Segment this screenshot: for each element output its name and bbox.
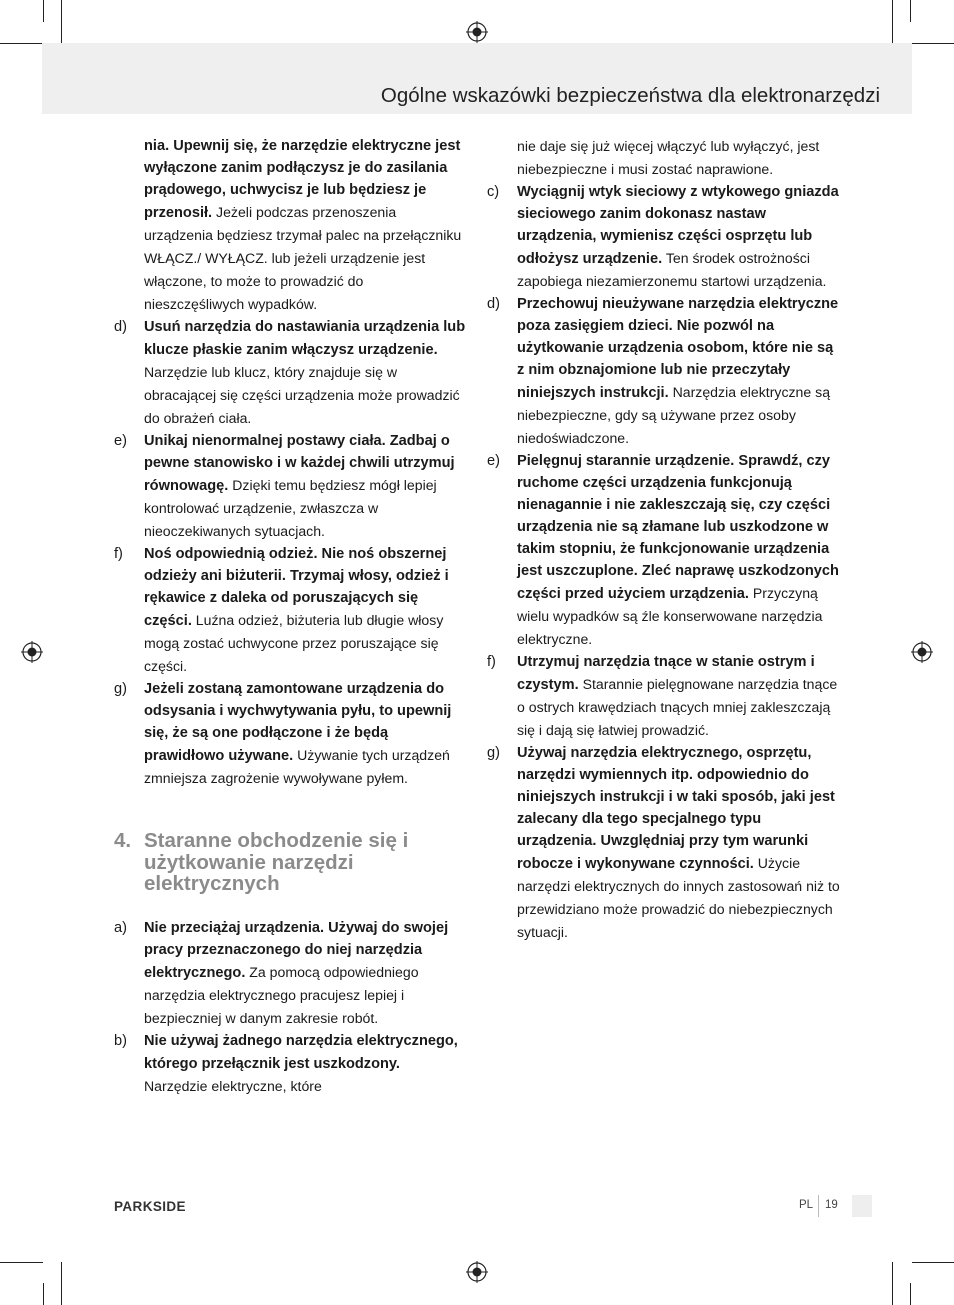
item-text: Luźna odzież, biżuteria lub długie włosy mogą zostać uchwycone przez poruszające się części. — [144, 612, 444, 674]
list-item — [114, 430, 466, 543]
registration-mark-icon — [466, 1261, 488, 1283]
item-bold-text: Używaj narzędzia elektrycznego, osprzętu, narzędzi wymiennych itp. odpowiednio do niniejszych instrukcji i w taki sposób, jaki jest zalecany dla tego specjalnego typu urządzenia. Uwzględniaj przy tym warunki robocze i wykonywane czynności. — [517, 745, 835, 872]
item-bold-text: Nie przeciążaj urządzenia. Używaj do swojej pracy przeznaczonego do niej narzędzia elektrycznego. — [144, 919, 449, 981]
item-letter: e) — [114, 433, 127, 449]
crop-mark — [910, 1283, 911, 1305]
item-letter: d) — [487, 296, 500, 312]
list-item — [487, 181, 843, 293]
list-item — [114, 678, 466, 790]
page-title: Ogólne wskazówki bezpieczeństwa dla elektronarzędzi — [380, 84, 880, 107]
item-letter: a) — [114, 919, 127, 936]
item-letter: b) — [114, 1032, 127, 1049]
list-item — [114, 917, 466, 1030]
item-bold-text: Pielęgnuj starannie urządzenie. Sprawdź, czy ruchome części urządzenia funkcjonują nienagannie i nie zakleszczają się, czy części urządzenia nie są złamane lub uszkodzone w takim stopniu, że funkcjonowanie urządzenia jest uszczuplone. Zleć naprawę uszkodzonych części przed użyciem urządzenia. — [517, 453, 839, 602]
item-letter: g) — [487, 745, 500, 761]
item-letter: f) — [114, 546, 123, 562]
item-text: Za pomocą odpowiedniego narzędzia elektrycznego pracujesz lepiej i bezpieczniej w danym zakresie robót. — [144, 963, 419, 1026]
item-bold-text: Utrzymuj narzędzia tnące w stanie ostrym i czystym. — [517, 654, 815, 693]
right-column — [487, 135, 843, 944]
registration-mark-icon — [911, 641, 933, 663]
crop-mark — [43, 0, 44, 22]
crop-mark — [61, 1262, 62, 1305]
item-letter: c) — [487, 184, 500, 200]
crop-mark — [0, 1262, 43, 1263]
item-text: Starannie pielęgnowane narzędzia tnące o ostrych krawędziach tnących mniej zakleszczają się i dają się łatwiej prowadzić. — [517, 676, 838, 738]
item-bold-text: Nie używaj żadnego narzędzia elektrycznego, którego przełącznik jest uszkodzony. — [144, 1032, 458, 1072]
crop-mark — [892, 1262, 893, 1305]
item-text: Dzięki temu będziesz mógł lepiej kontrolować urządzenie, zwłaszcza w nieoczekiwanych sytuacjach. — [144, 477, 437, 539]
item-bold-text: Usuń narzędzia do nastawiania urządzenia lub klucze płaskie zanim włączysz urządzenie. — [144, 319, 466, 358]
list-item — [487, 293, 843, 450]
item-text: Narzędzie elektryczne, które — [144, 1077, 322, 1094]
item-text: Ten środek ostrożności zapobiega niezamierzonemu startowi urządzenia. — [517, 250, 827, 289]
item-bold-text: Jeżeli zostaną zamontowane urządzenia do odsysania i wychwytywania pyłu, to upewnij się, że są one podłączone i że będą prawidłowo używane. — [144, 681, 452, 764]
footer-divider — [818, 1195, 819, 1217]
item-text: Jeżeli podczas przenoszenia urządzenia będziesz trzymał palec na przełączniku WŁĄCZ./ WYŁĄCZ. lub jeżeli urządzenie jest włączone, to może to prowadzić do nieszczęśliwych wypadków. — [144, 204, 462, 312]
crop-mark — [912, 1262, 954, 1263]
brand-logo: PARKSIDE — [114, 1199, 186, 1214]
item-bold-text: Unikaj nienormalnej postawy ciała. Zadbaj o pewne stanowisko i w każdej chwili utrzymuj równowagę. — [144, 433, 455, 494]
language-code: PL — [799, 1199, 814, 1211]
list-item — [114, 316, 466, 430]
list-item — [487, 742, 843, 944]
crop-mark — [912, 43, 954, 44]
left-column — [114, 135, 466, 1098]
footer-box — [852, 1195, 872, 1217]
crop-mark — [892, 0, 893, 43]
crop-mark — [0, 43, 43, 44]
list-item — [487, 135, 843, 181]
list-item — [487, 450, 843, 651]
item-bold-text: Noś odpowiednią odzież. Nie noś obszernej odzieży ani biżuterii. Trzymaj włosy, odzież i rękawice z daleka od poruszających się części. — [144, 546, 449, 629]
registration-mark-icon — [466, 21, 488, 43]
list-item — [487, 651, 843, 742]
item-text: nie daje się już więcej włączyć lub wyłączyć, jest niebezpieczne i musi zostać naprawione. — [517, 138, 820, 177]
item-letter: e) — [487, 453, 500, 469]
item-bold-text: Wyciągnij wtyk sieciowy z wtykowego gniazda sieciowego zanim dokonasz nastaw urządzenia, wymienisz części osprzętu lub odłożysz urządzenie. — [517, 184, 839, 267]
item-text: Użycie narzędzi elektrycznych do innych zastosowań niż to przewidziano może prowadzić do niebezpiecznych sytuacji. — [517, 855, 840, 940]
crop-mark — [43, 1283, 44, 1305]
list-item — [114, 135, 466, 316]
item-text: Narzędzie lub klucz, który znajduje się w obracającej się części urządzenia może prowadzić do obrażeń ciała. — [144, 364, 460, 426]
item-letter: g) — [114, 681, 127, 697]
crop-mark — [61, 0, 62, 43]
item-bold-text: Przechowuj nieużywane narzędzia elektryczne poza zasięgiem dzieci. Nie pozwól na użytkowanie urządzenia osobom, które nie są z nim obznajomione lub nie przeczytały niniejszych instrukcji. — [517, 296, 839, 401]
registration-mark-icon — [21, 641, 43, 663]
list-item — [114, 1030, 466, 1098]
item-text: Narzędzia elektryczne są niebezpieczne, gdy są używane przez osoby niedoświadczone. — [517, 384, 831, 446]
item-letter: f) — [487, 654, 496, 670]
item-text: Przyczyną wielu wypadków są źle konserwowane narzędzia elektryczne. — [517, 585, 823, 647]
section-heading — [114, 830, 466, 895]
crop-mark — [910, 0, 911, 22]
item-letter: d) — [114, 319, 127, 335]
list-item — [114, 543, 466, 678]
item-text: Używanie tych urządzeń zmniejsza zagrożenie wywoływane pyłem. — [144, 747, 450, 786]
section-number: 4. — [114, 829, 132, 852]
page-number: 19 — [825, 1199, 838, 1211]
section-title: Staranne obchodzenie się i użytkowanie narzędzi elektrycznych — [144, 829, 409, 895]
item-bold-text: nia. Upewnij się, że narzędzie elektryczne jest wyłączone zanim podłączysz je do zasilania prądowego, uchwycisz je lub będziesz je przenosił. — [144, 138, 461, 221]
